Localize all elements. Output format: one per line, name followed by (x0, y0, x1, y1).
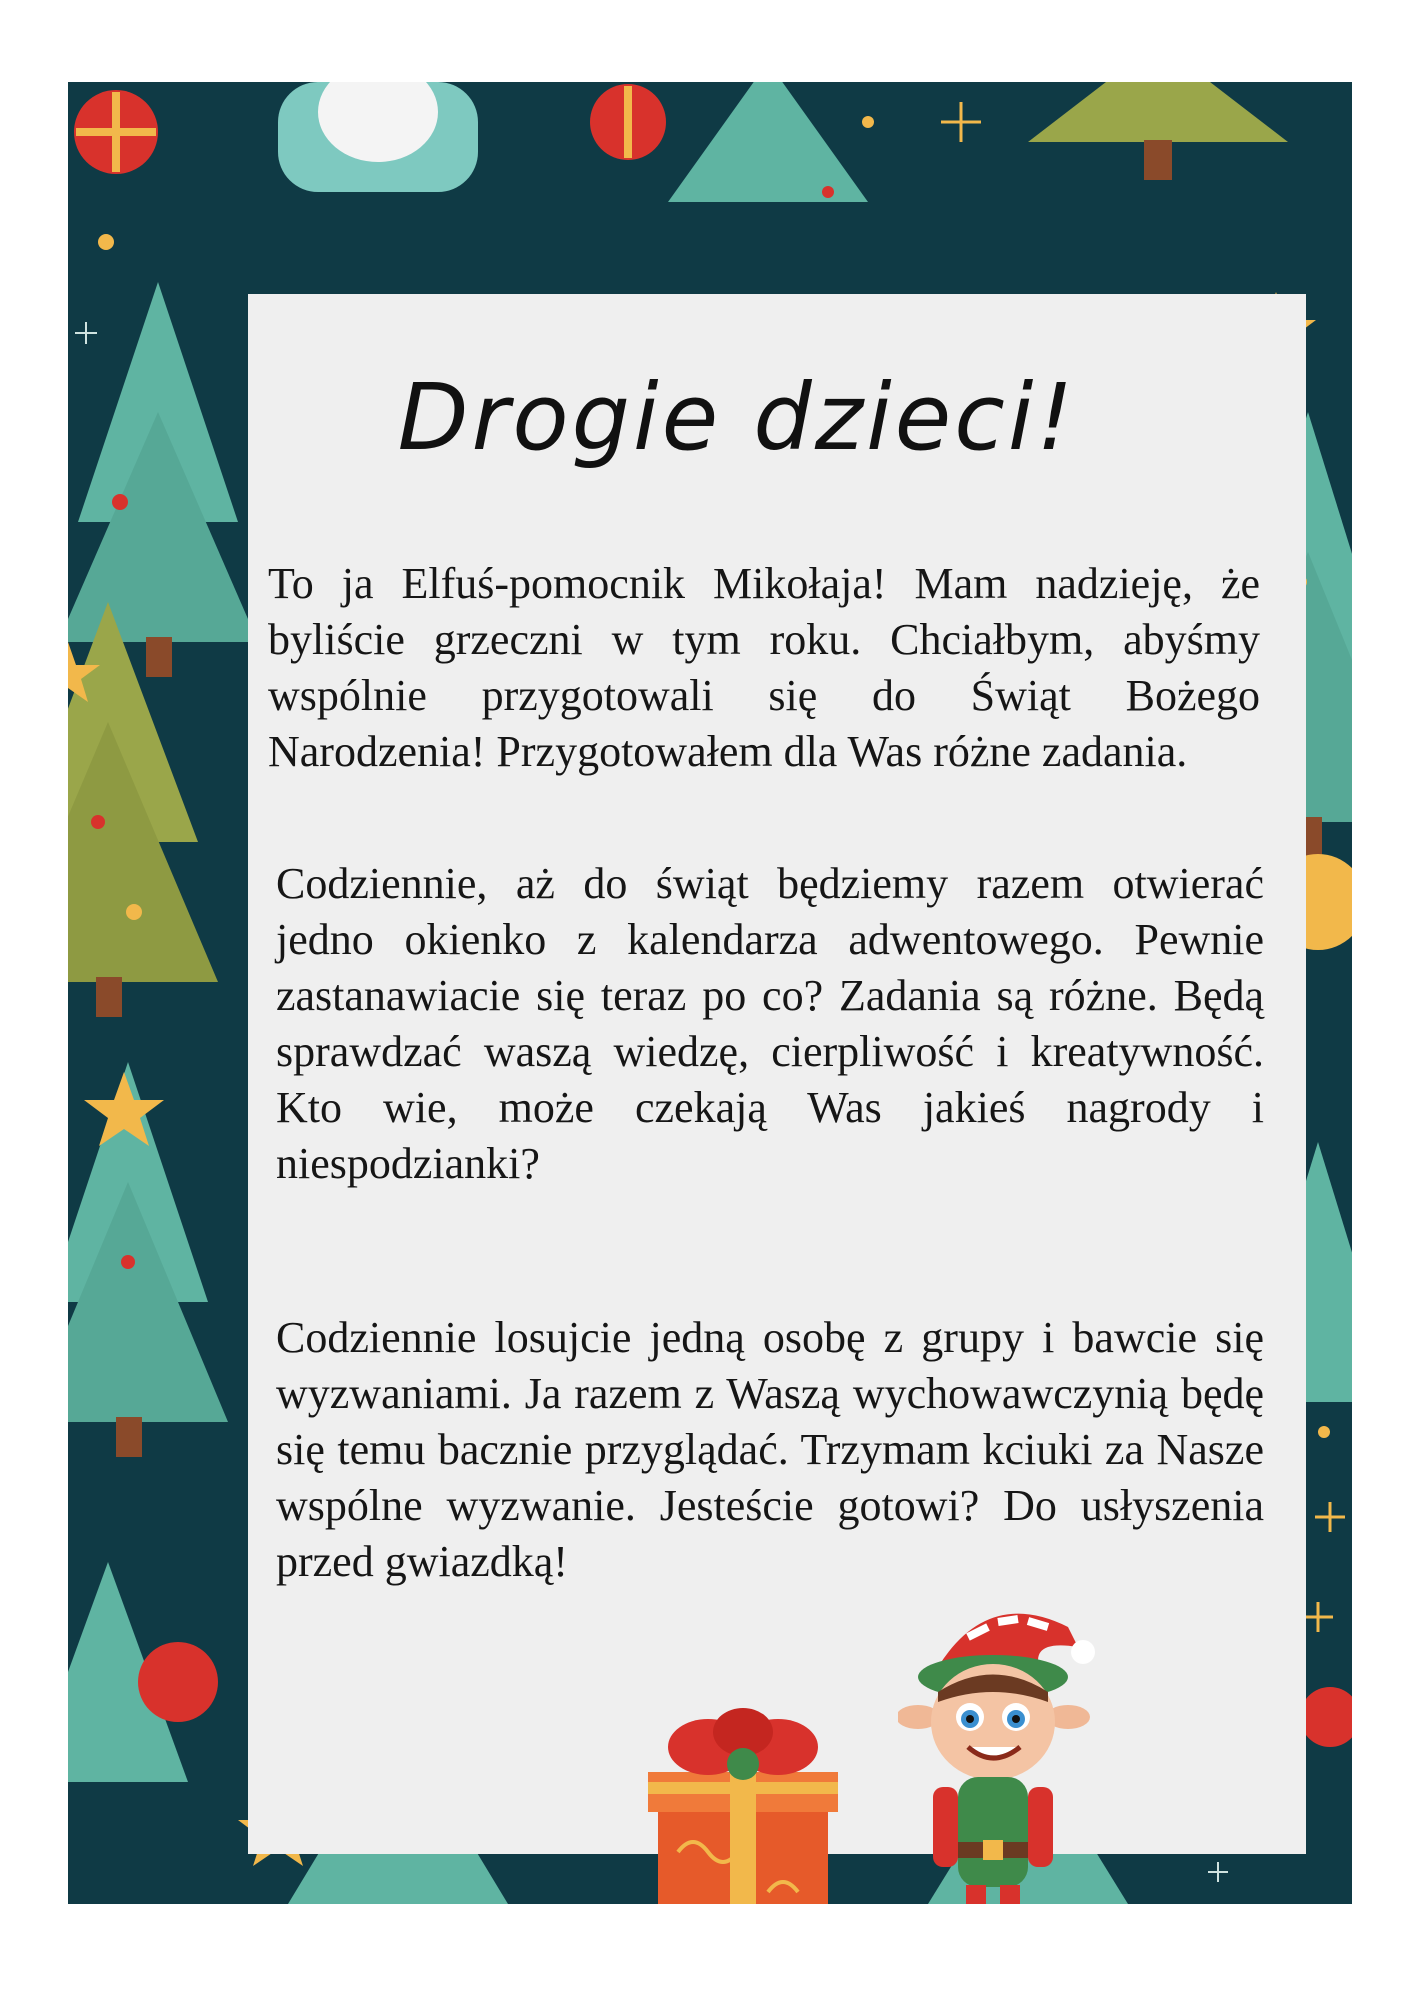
santa-illustration (278, 82, 478, 192)
letter-card (248, 294, 1306, 1854)
ornament-icon (590, 84, 666, 160)
christmas-tree-icon (68, 602, 218, 1017)
elf-illustration (898, 1597, 1098, 1904)
letter-paragraph-3: Codziennie losujcie jedną osobę z grupy i bawcie się wyzwaniami. Ja razem z Waszą wychowawczynią będę się temu bacznie przyglądać. Trzymam kciuki za Nasze wspólne wyzwanie. Jesteście gotowi? Do usłyszenia przed gwiazdką! (276, 1313, 1264, 1586)
christmas-tree-icon (68, 282, 258, 677)
christmas-frame (68, 82, 1352, 1904)
gift-box-icon (638, 1702, 848, 1904)
letter-paragraph-2: Codziennie, aż do świąt będziemy razem otwierać jedno okienko z kalendarza adwentowego. Pewnie zastanawiacie się teraz po co? Zadania są różne. Będą sprawdzać waszą wiedzę, cierpliwość i kreatywność. Kto wie, może czekają Was jakieś nagrody i niespodzianki? (276, 859, 1264, 1188)
ornament-icon (138, 1642, 218, 1722)
letter-paragraph-1: To ja Elfuś-pomocnik Mikołaja! Mam nadzieję, że byliście grzeczni w tym roku. Chciałbym, abyśmy wspólnie przygotowali się do Świąt Bożego Narodzenia! Przygotowałem dla Was różne zadania. (268, 559, 1260, 776)
ornament-icon (1300, 1687, 1352, 1747)
ornament-icon (74, 90, 158, 174)
christmas-tree-icon (1028, 82, 1288, 180)
christmas-tree-icon (68, 1062, 228, 1457)
christmas-tree-icon (668, 82, 868, 202)
letter-title: Drogie dzieci! (397, 364, 1077, 471)
